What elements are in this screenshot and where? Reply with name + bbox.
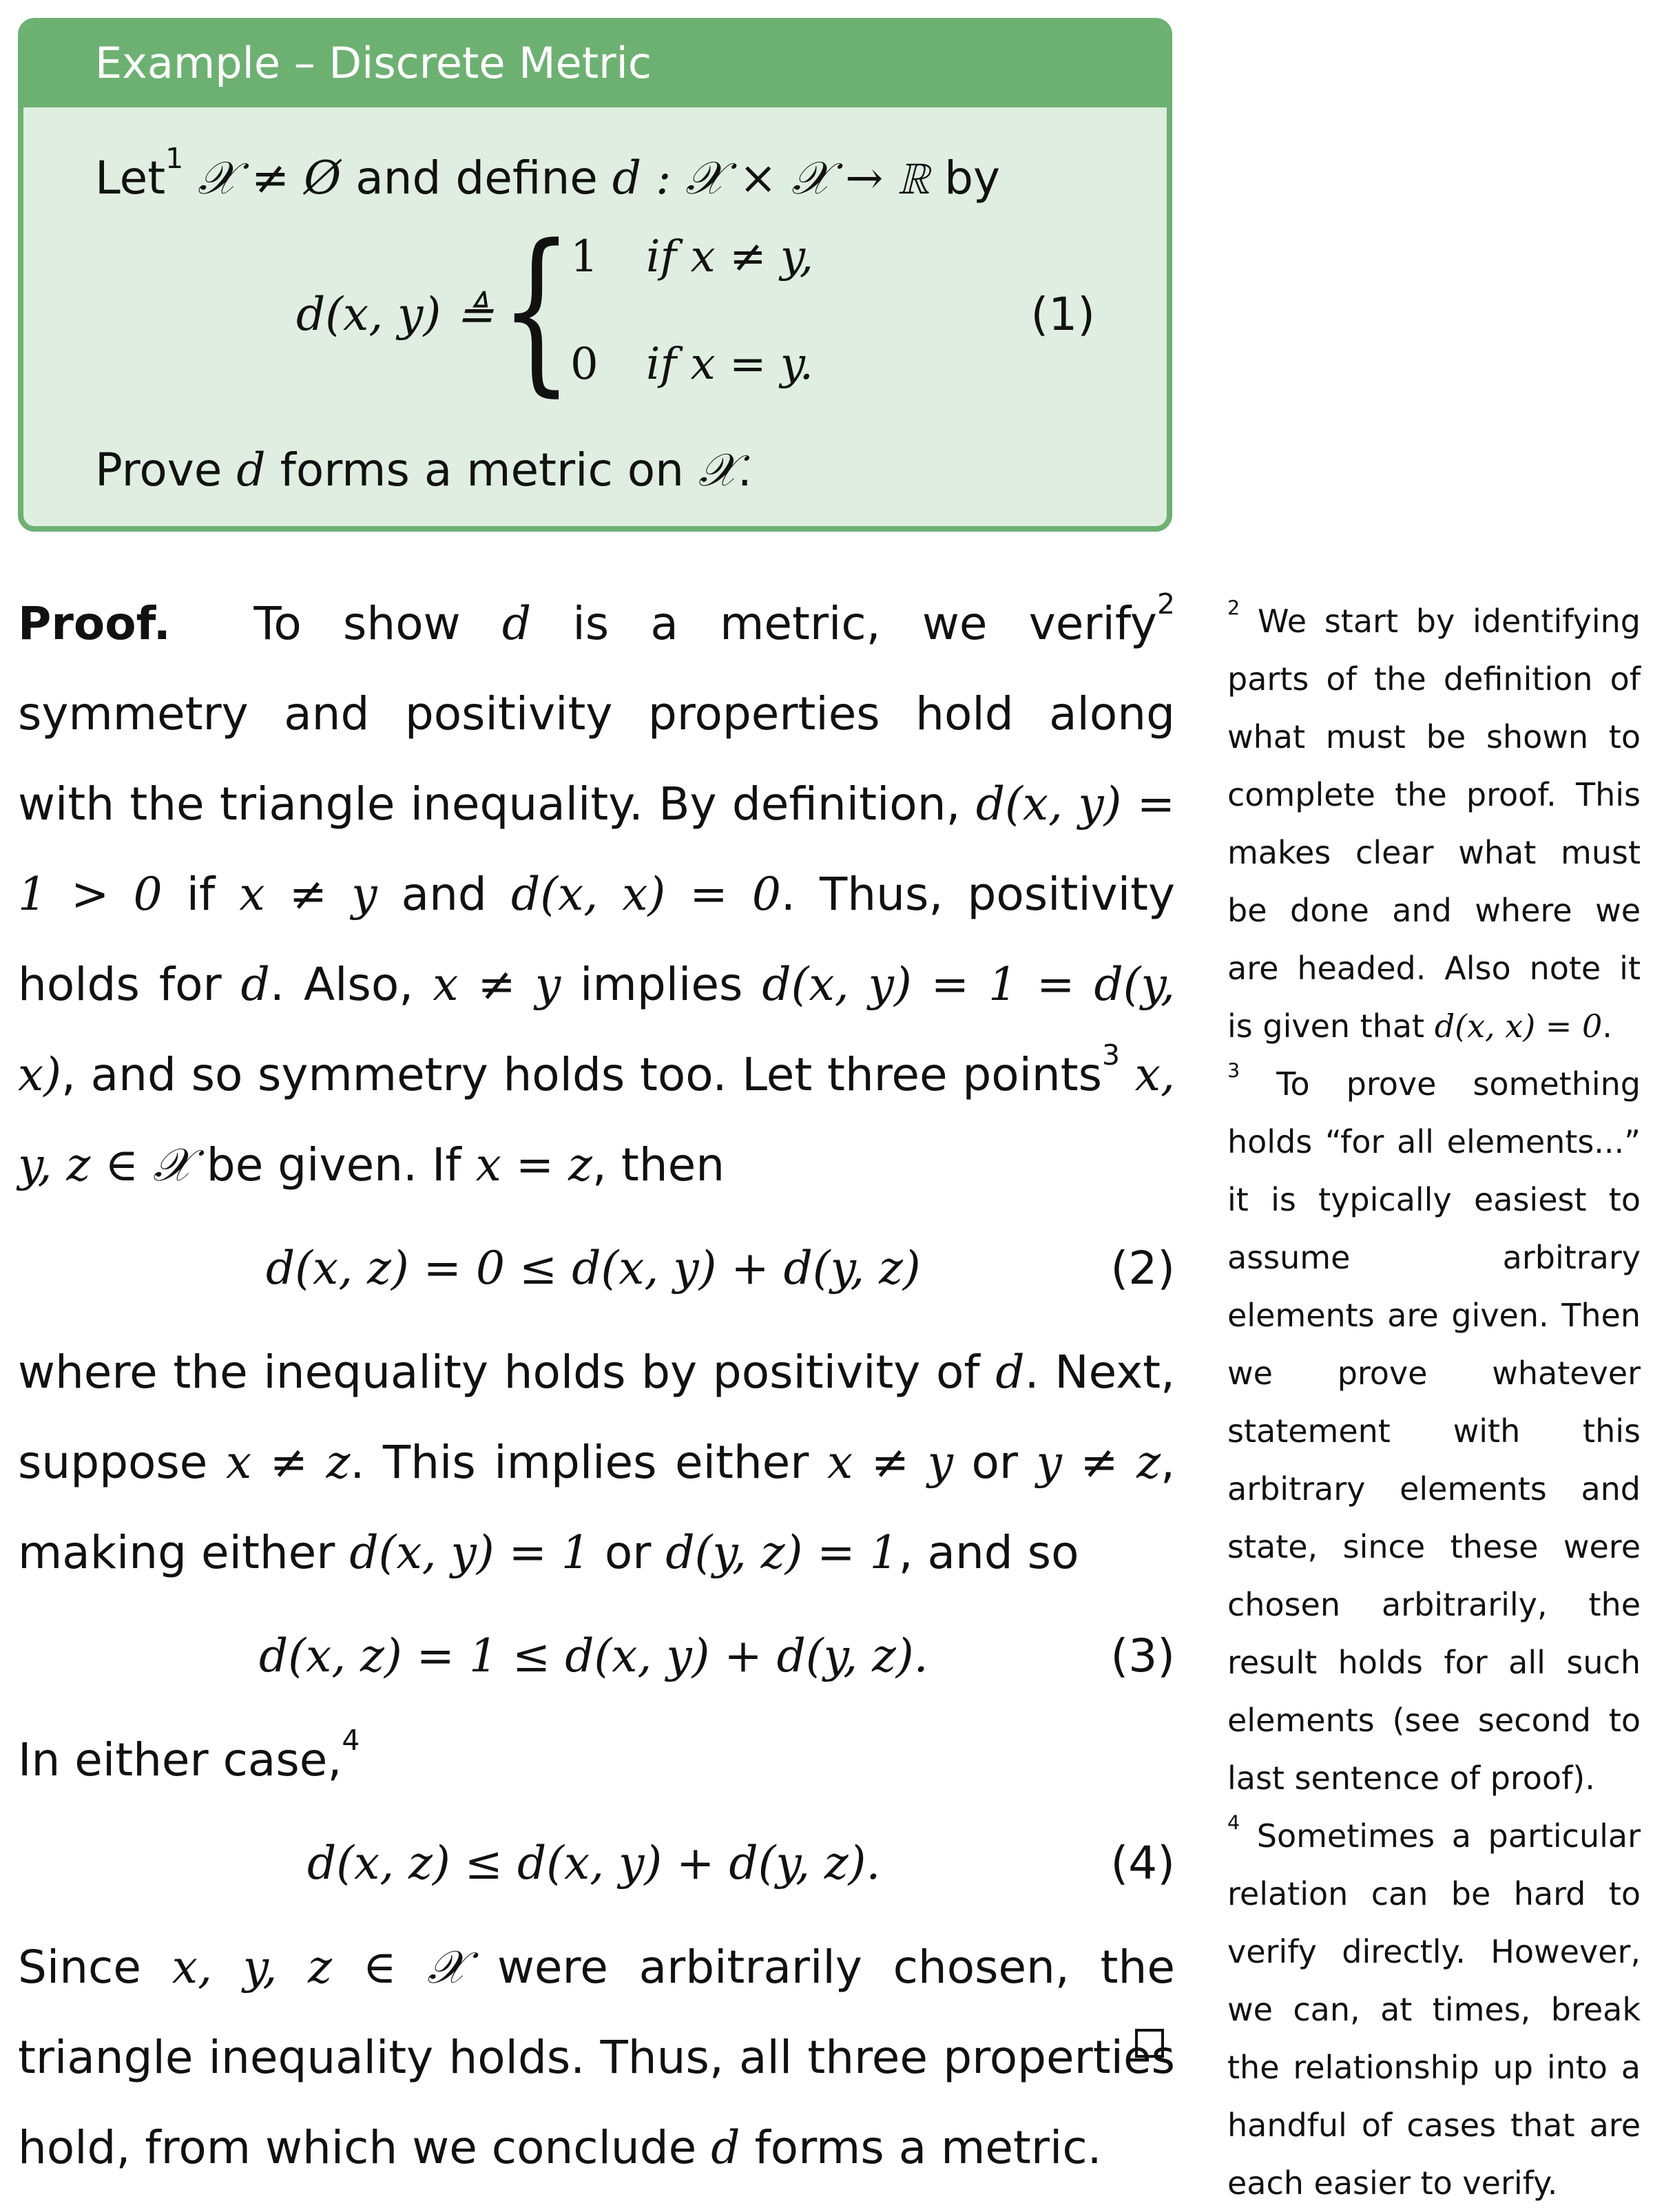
equation-number-4: (4) xyxy=(1110,1837,1175,1890)
case-row-2: 0 if x = y. xyxy=(570,339,813,390)
equation-number-2: (2) xyxy=(1110,1242,1175,1295)
equation-number-3: (3) xyxy=(1110,1629,1175,1682)
example-title: Example – Discrete Metric xyxy=(23,23,1167,107)
example-box xyxy=(18,18,1172,532)
margin-note-3: $^3$ To prove something holds “for all elements...” it is typically easiest to assume arbitrary elements are given. Then we prove whatever statement with this arbitrary elements and state, since these were chosen arbitrarily, the result holds for all such elements (see second to last sentence of proof). xyxy=(1227,1059,1641,1797)
equation-4: d(x, z) ≤ d(x, y) + d(y, z). (4) xyxy=(18,1805,1175,1922)
example-prompt: Prove d forms a metric on 𝒳. xyxy=(95,444,752,497)
proof-paragraph-3: In either case,$^4$ xyxy=(18,1724,360,1786)
qed-square-icon xyxy=(1135,2029,1164,2058)
equation-2: d(x, z) = 0 ≤ d(x, y) + d(y, z) (2) xyxy=(18,1210,1175,1327)
margin-note-2: $^2$ We start by identifying parts of the definition of what must be shown to complete the proof. This makes clear what must be done and where we are headed. Also note it is given that d(x, x) = 0. xyxy=(1227,596,1641,1045)
margin-notes xyxy=(1227,592,1641,2212)
equation-number-1: (1) xyxy=(1030,288,1095,341)
proof-paragraph-4: Since x, y, z ∈ 𝒳 were arbitrarily chosen, the triangle inequality holds. Thus, all three properties hold, from which we conclude d forms a metric. xyxy=(18,1941,1175,2174)
example-intro: Let$^1$ 𝒳 ≠ Ø and define d : 𝒳 × 𝒳 → ℝ by xyxy=(95,142,1001,205)
proof-label: Proof. xyxy=(18,597,171,650)
proof-paragraph-2: where the inequality holds by positivity of d. Next, suppose x ≠ z. This implies either x ≠ y or y ≠ z, making either d(x, y) = 1 or d(y, z) = 1, and so xyxy=(18,1346,1175,1579)
margin-note-4: $^4$ Sometimes a particular relation can be hard to verify directly. However, we can, at times, break the relationship up into a handful of cases that are each easier to verify. xyxy=(1227,1811,1641,2202)
definition-lhs: d(x, y) ≜ xyxy=(296,288,494,341)
proof-paragraph-1: Proof. To show d is a metric, we verify$^2$ symmetry and positivity properties hold along with the triangle inequality. By definition, d(x, y) = 1 > 0 if x ≠ y and d(x, x) = 0. Thus, positivity holds for d. Also, x ≠ y implies d(x, y) = 1 = d(y, x), and so symmetry holds too. Let three points$^3$ x, y, z ∈ 𝒳 be given. If x = z, then xyxy=(18,587,1176,1191)
left-brace: { xyxy=(500,207,573,413)
equation-3: d(x, z) = 1 ≤ d(x, y) + d(y, z). (3) xyxy=(18,1598,1175,1715)
proof-column xyxy=(18,578,1175,2193)
case-row-1: 1 if x ≠ y, xyxy=(570,231,813,282)
piecewise-definition xyxy=(23,207,1167,424)
